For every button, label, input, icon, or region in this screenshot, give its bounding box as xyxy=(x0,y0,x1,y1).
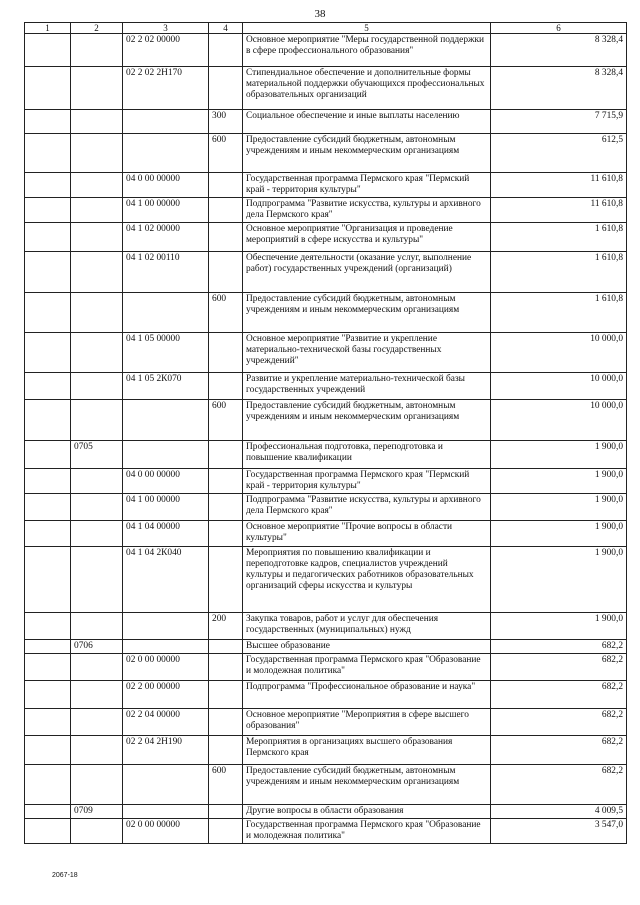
cell-c6: 8 328,4 xyxy=(491,67,627,110)
cell-c6: 1 610,8 xyxy=(491,252,627,293)
cell-c2 xyxy=(71,110,123,134)
cell-c1 xyxy=(25,198,71,223)
cell-c1 xyxy=(25,805,71,819)
cell-c4 xyxy=(209,681,243,709)
cell-c4: 300 xyxy=(209,110,243,134)
cell-c3 xyxy=(123,441,209,469)
cell-c2 xyxy=(71,765,123,805)
table-row xyxy=(25,521,627,547)
cell-c4 xyxy=(209,469,243,494)
cell-c1 xyxy=(25,252,71,293)
cell-c1 xyxy=(25,469,71,494)
cell-c1 xyxy=(25,521,71,547)
table-row xyxy=(25,333,627,373)
cell-c6: 10 000,0 xyxy=(491,373,627,400)
cell-c3: 02 2 04 00000 xyxy=(123,709,209,736)
cell-c1 xyxy=(25,134,71,173)
cell-c4 xyxy=(209,373,243,400)
cell-c5: Подпрограмма "Развитие искусства, культуры и архивного дела Пермского края" xyxy=(243,198,491,223)
cell-c4 xyxy=(209,521,243,547)
table-row xyxy=(25,819,627,844)
column-header: 3 xyxy=(123,23,209,34)
cell-c4 xyxy=(209,34,243,67)
table-row xyxy=(25,373,627,400)
column-header: 6 xyxy=(491,23,627,34)
cell-c4 xyxy=(209,333,243,373)
cell-c5: Высшее образование xyxy=(243,640,491,654)
cell-c1 xyxy=(25,640,71,654)
cell-c2 xyxy=(71,173,123,198)
column-header: 2 xyxy=(71,23,123,34)
cell-c1 xyxy=(25,333,71,373)
cell-c6: 1 900,0 xyxy=(491,494,627,521)
cell-c2 xyxy=(71,198,123,223)
cell-c1 xyxy=(25,67,71,110)
cell-c5: Социальное обеспечение и иные выплаты населению xyxy=(243,110,491,134)
cell-c3 xyxy=(123,640,209,654)
page-number: 38 xyxy=(314,8,326,20)
column-header: 1 xyxy=(25,23,71,34)
cell-c5: Государственная программа Пермского края "Пермский край - территория культуры" xyxy=(243,173,491,198)
cell-c2 xyxy=(71,709,123,736)
cell-c1 xyxy=(25,110,71,134)
column-header: 4 xyxy=(209,23,243,34)
cell-c4 xyxy=(209,252,243,293)
cell-c2 xyxy=(71,681,123,709)
cell-c3 xyxy=(123,110,209,134)
cell-c3: 04 0 00 00000 xyxy=(123,173,209,198)
cell-c2 xyxy=(71,252,123,293)
cell-c3: 04 0 00 00000 xyxy=(123,469,209,494)
cell-c6: 1 900,0 xyxy=(491,521,627,547)
cell-c3 xyxy=(123,613,209,640)
table-row xyxy=(25,400,627,441)
cell-c2 xyxy=(71,134,123,173)
cell-c1 xyxy=(25,373,71,400)
cell-c2 xyxy=(71,400,123,441)
cell-c5: Предоставление субсидий бюджетным, автономным учреждениям и иным некоммерческим организациям xyxy=(243,293,491,333)
cell-c2 xyxy=(71,333,123,373)
table-row xyxy=(25,709,627,736)
cell-c6: 4 009,5 xyxy=(491,805,627,819)
cell-c1 xyxy=(25,293,71,333)
cell-c4: 200 xyxy=(209,613,243,640)
table-row xyxy=(25,765,627,805)
cell-c6: 682,2 xyxy=(491,736,627,765)
cell-c6: 1 900,0 xyxy=(491,441,627,469)
table-body xyxy=(25,34,627,844)
cell-c3: 02 2 02 00000 xyxy=(123,34,209,67)
cell-c1 xyxy=(25,223,71,252)
cell-c6: 11 610,8 xyxy=(491,198,627,223)
cell-c6: 8 328,4 xyxy=(491,34,627,67)
cell-c1 xyxy=(25,709,71,736)
cell-c4 xyxy=(209,819,243,844)
cell-c5: Основное мероприятие "Организация и проведение мероприятий в сфере искусства и культуры" xyxy=(243,223,491,252)
cell-c2 xyxy=(71,469,123,494)
cell-c1 xyxy=(25,173,71,198)
cell-c6: 682,2 xyxy=(491,709,627,736)
cell-c2 xyxy=(71,736,123,765)
column-header: 5 xyxy=(243,23,491,34)
table-row xyxy=(25,494,627,521)
cell-c4: 600 xyxy=(209,134,243,173)
cell-c5: Стипендиальное обеспечение и дополнительные формы материальной поддержки обучающихся профессиональных образовательных организаций xyxy=(243,67,491,110)
budget-table xyxy=(24,22,627,844)
cell-c3: 04 1 02 00000 xyxy=(123,223,209,252)
table-row xyxy=(25,654,627,681)
cell-c6: 612,5 xyxy=(491,134,627,173)
cell-c3: 02 2 04 2Н190 xyxy=(123,736,209,765)
cell-c6: 7 715,9 xyxy=(491,110,627,134)
cell-c2 xyxy=(71,654,123,681)
cell-c6: 682,2 xyxy=(491,681,627,709)
cell-c4 xyxy=(209,67,243,110)
table-row xyxy=(25,640,627,654)
cell-c3: 02 0 00 00000 xyxy=(123,654,209,681)
cell-c5: Основное мероприятие "Развитие и укрепление материально-технической базы государственных учреждений" xyxy=(243,333,491,373)
cell-c2 xyxy=(71,67,123,110)
table-row xyxy=(25,681,627,709)
cell-c2 xyxy=(71,613,123,640)
cell-c6: 10 000,0 xyxy=(491,333,627,373)
cell-c4 xyxy=(209,198,243,223)
cell-c3: 04 1 00 00000 xyxy=(123,494,209,521)
table-row xyxy=(25,134,627,173)
table-row xyxy=(25,110,627,134)
cell-c4 xyxy=(209,640,243,654)
cell-c5: Государственная программа Пермского края "Образование и молодежная политика" xyxy=(243,819,491,844)
cell-c6: 1 610,8 xyxy=(491,293,627,333)
cell-c6: 682,2 xyxy=(491,640,627,654)
table-row xyxy=(25,173,627,198)
cell-c5: Предоставление субсидий бюджетным, автономным учреждениям и иным некоммерческим организациям xyxy=(243,765,491,805)
cell-c5: Другие вопросы в области образования xyxy=(243,805,491,819)
cell-c6: 1 900,0 xyxy=(491,613,627,640)
cell-c5: Предоставление субсидий бюджетным, автономным учреждениям и иным некоммерческим организациям xyxy=(243,134,491,173)
cell-c1 xyxy=(25,34,71,67)
cell-c6: 1 900,0 xyxy=(491,469,627,494)
cell-c3: 04 1 02 00110 xyxy=(123,252,209,293)
cell-c2: 0706 xyxy=(71,640,123,654)
cell-c1 xyxy=(25,654,71,681)
cell-c3: 02 2 00 00000 xyxy=(123,681,209,709)
cell-c5: Основное мероприятие "Прочие вопросы в области культуры" xyxy=(243,521,491,547)
cell-c4: 600 xyxy=(209,293,243,333)
cell-c6: 1 900,0 xyxy=(491,547,627,613)
cell-c3: 02 2 02 2Н170 xyxy=(123,67,209,110)
cell-c5: Закупка товаров, работ и услуг для обеспечения государственных (муниципальных) нужд xyxy=(243,613,491,640)
table-row xyxy=(25,34,627,67)
cell-c4 xyxy=(209,441,243,469)
cell-c3 xyxy=(123,293,209,333)
cell-c6: 682,2 xyxy=(491,654,627,681)
cell-c2 xyxy=(71,373,123,400)
cell-c3: 04 1 05 00000 xyxy=(123,333,209,373)
column-number-row xyxy=(25,23,627,34)
cell-c5: Профессиональная подготовка, переподготовка и повышение квалификации xyxy=(243,441,491,469)
cell-c3 xyxy=(123,400,209,441)
cell-c1 xyxy=(25,441,71,469)
cell-c2: 0705 xyxy=(71,441,123,469)
cell-c1 xyxy=(25,819,71,844)
cell-c3 xyxy=(123,805,209,819)
cell-c4 xyxy=(209,223,243,252)
cell-c2 xyxy=(71,293,123,333)
table-row xyxy=(25,736,627,765)
cell-c1 xyxy=(25,547,71,613)
table-row xyxy=(25,613,627,640)
cell-c1 xyxy=(25,765,71,805)
cell-c2 xyxy=(71,521,123,547)
cell-c5: Основное мероприятие "Мероприятия в сфере высшего образования" xyxy=(243,709,491,736)
cell-c5: Государственная программа Пермского края "Образование и молодежная политика" xyxy=(243,654,491,681)
cell-c1 xyxy=(25,400,71,441)
cell-c4 xyxy=(209,654,243,681)
cell-c4: 600 xyxy=(209,400,243,441)
cell-c4 xyxy=(209,494,243,521)
table-row xyxy=(25,469,627,494)
cell-c5: Мероприятия в организациях высшего образования Пермского края xyxy=(243,736,491,765)
cell-c3: 04 1 04 2К040 xyxy=(123,547,209,613)
cell-c6: 682,2 xyxy=(491,765,627,805)
cell-c4 xyxy=(209,173,243,198)
cell-c2 xyxy=(71,494,123,521)
cell-c6: 11 610,8 xyxy=(491,173,627,198)
cell-c4: 600 xyxy=(209,765,243,805)
cell-c6: 3 547,0 xyxy=(491,819,627,844)
cell-c5: Развитие и укрепление материально-технической базы государственных учреждений xyxy=(243,373,491,400)
cell-c1 xyxy=(25,681,71,709)
cell-c3: 04 1 05 2К070 xyxy=(123,373,209,400)
cell-c1 xyxy=(25,736,71,765)
cell-c3: 04 1 00 00000 xyxy=(123,198,209,223)
cell-c3 xyxy=(123,765,209,805)
cell-c5: Обеспечение деятельности (оказание услуг, выполнение работ) государственных учреждений (организаций) xyxy=(243,252,491,293)
cell-c1 xyxy=(25,613,71,640)
cell-c2 xyxy=(71,547,123,613)
cell-c6: 10 000,0 xyxy=(491,400,627,441)
cell-c4 xyxy=(209,805,243,819)
table-row xyxy=(25,252,627,293)
cell-c2 xyxy=(71,223,123,252)
table-row xyxy=(25,198,627,223)
document-code: 2067-18 xyxy=(52,872,78,879)
cell-c2 xyxy=(71,34,123,67)
cell-c3: 04 1 04 00000 xyxy=(123,521,209,547)
cell-c5: Предоставление субсидий бюджетным, автономным учреждениям и иным некоммерческим организациям xyxy=(243,400,491,441)
cell-c5: Государственная программа Пермского края "Пермский край - территория культуры" xyxy=(243,469,491,494)
cell-c5: Подпрограмма "Развитие искусства, культуры и архивного дела Пермского края" xyxy=(243,494,491,521)
table-row xyxy=(25,67,627,110)
cell-c4 xyxy=(209,709,243,736)
cell-c5: Подпрограмма "Профессиональное образование и наука" xyxy=(243,681,491,709)
table-row xyxy=(25,293,627,333)
cell-c2: 0709 xyxy=(71,805,123,819)
cell-c4 xyxy=(209,736,243,765)
cell-c2 xyxy=(71,819,123,844)
cell-c1 xyxy=(25,494,71,521)
cell-c5: Мероприятия по повышению квалификации и переподготовке кадров, специалистов учреждений культуры и педагогических работников образовательных организаций сферы искусства и культуры xyxy=(243,547,491,613)
table-row xyxy=(25,223,627,252)
table-row xyxy=(25,547,627,613)
cell-c3: 02 0 00 00000 xyxy=(123,819,209,844)
cell-c6: 1 610,8 xyxy=(491,223,627,252)
cell-c4 xyxy=(209,547,243,613)
cell-c5: Основное мероприятие "Меры государственной поддержки в сфере профессионального образования" xyxy=(243,34,491,67)
cell-c3 xyxy=(123,134,209,173)
table-row xyxy=(25,805,627,819)
table-row xyxy=(25,441,627,469)
